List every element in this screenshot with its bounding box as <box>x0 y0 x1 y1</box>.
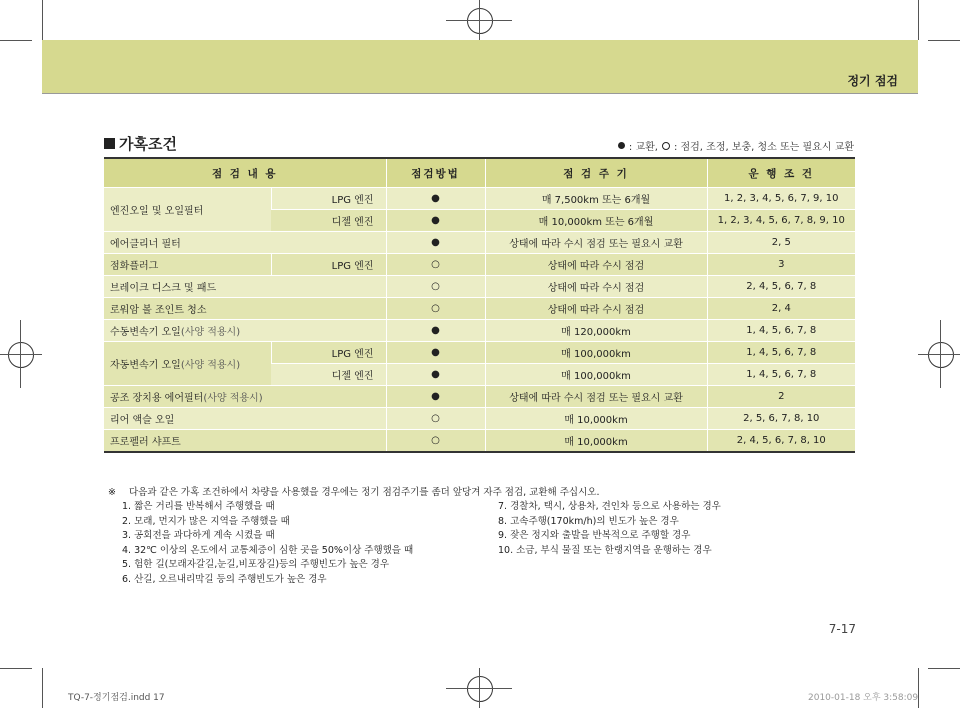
crop-mark <box>928 40 960 41</box>
conditions-cell: 1, 4, 5, 6, 7, 8 <box>707 364 855 386</box>
method-cell: ● <box>386 342 485 364</box>
item-cell: 수동변속기 오일(사양 적용시) <box>104 320 386 342</box>
list-item: 6. 산길, 오르내리막길 등의 주행빈도가 높은 경우 <box>122 573 327 585</box>
period-cell: 상태에 따라 수시 점검 <box>485 254 707 276</box>
registration-mark-left <box>8 342 34 368</box>
registration-mark-top <box>446 20 512 21</box>
method-cell: ○ <box>386 254 485 276</box>
method-cell: ○ <box>386 298 485 320</box>
sub-item-cell: LPG 엔진 <box>271 342 386 364</box>
registration-mark-bottom <box>467 676 493 702</box>
method-cell: ● <box>386 386 485 408</box>
period-cell: 매 100,000km <box>485 364 707 386</box>
header-rule <box>42 93 918 94</box>
conditions-list-left <box>122 500 413 587</box>
crop-mark <box>928 668 960 669</box>
sub-item-cell: 디젤 엔진 <box>271 210 386 232</box>
table-row <box>104 408 855 430</box>
conditions-cell: 1, 4, 5, 6, 7, 8 <box>707 342 855 364</box>
conditions-cell: 2 <box>707 386 855 408</box>
severe-conditions-note <box>108 484 599 498</box>
item-cell: 점화플러그 <box>104 254 271 276</box>
item-cell: 로워암 볼 조인트 청소 <box>104 298 386 320</box>
crop-mark <box>42 0 43 40</box>
legend-inspect-text: : 점검, 조정, 보충, 청소 또는 필요시 교환 <box>673 142 854 153</box>
list-item: 9. 잦은 정지와 출발을 반복적으로 주행할 경우 <box>498 530 691 541</box>
item-cell: 브레이크 디스크 및 패드 <box>104 276 386 298</box>
item-cell: 엔진오일 및 오일필터 <box>104 188 271 232</box>
conditions-cell: 1, 4, 5, 6, 7, 8 <box>707 320 855 342</box>
conditions-cell: 2, 5 <box>707 232 855 254</box>
period-cell: 매 10,000km <box>485 430 707 453</box>
header-inspection-item: 점 검 내 용 <box>104 158 386 188</box>
period-cell: 매 10,000km <box>485 408 707 430</box>
maintenance-schedule-table <box>104 157 855 453</box>
registration-mark-left <box>0 354 42 355</box>
filled-circle-icon <box>618 142 625 149</box>
footer-timestamp: 2010-01-18 오후 3:58:09 <box>808 693 919 703</box>
period-cell: 상태에 따라 수시 점검 <box>485 276 707 298</box>
method-cell: ○ <box>386 408 485 430</box>
square-bullet-icon <box>104 138 115 149</box>
section-title-text: 가혹조건 <box>119 135 177 153</box>
table-header-row <box>104 158 855 188</box>
item-cell: 공조 장치용 에어필터(사양 적용시) <box>104 386 386 408</box>
period-cell: 상태에 따라 수시 점검 또는 필요시 교환 <box>485 386 707 408</box>
sub-item-cell: LPG 엔진 <box>271 254 386 276</box>
table-row <box>104 298 855 320</box>
conditions-cell: 2, 4 <box>707 298 855 320</box>
registration-mark-right <box>928 342 954 368</box>
conditions-cell: 2, 4, 5, 6, 7, 8 <box>707 276 855 298</box>
crop-mark <box>918 0 919 40</box>
list-item: 5. 험한 길(모래자갈길,눈길,비포장길)등의 주행빈도가 높은 경우 <box>122 559 390 570</box>
method-cell: ○ <box>386 276 485 298</box>
registration-mark-bottom <box>446 688 512 689</box>
table-row <box>104 254 855 276</box>
item-cell: 자동변속기 오일(사양 적용시) <box>104 342 271 386</box>
sub-item-cell: 디젤 엔진 <box>271 364 386 386</box>
list-item: 2. 모래, 먼지가 많은 지역을 주행했을 때 <box>122 515 290 527</box>
table-row <box>104 276 855 298</box>
reference-mark-icon: ※ <box>108 487 116 498</box>
table-row <box>104 320 855 342</box>
period-cell: 매 100,000km <box>485 342 707 364</box>
page-number: 7-17 <box>828 622 856 636</box>
section-header-title: 정기 점검 <box>847 74 898 88</box>
method-cell: ● <box>386 210 485 232</box>
period-cell: 상태에 따라 수시 점검 <box>485 298 707 320</box>
method-cell: ● <box>386 364 485 386</box>
header-method: 점검방법 <box>386 158 485 188</box>
conditions-cell: 3 <box>707 254 855 276</box>
method-cell: ● <box>386 188 485 210</box>
conditions-cell: 2, 5, 6, 7, 8, 10 <box>707 408 855 430</box>
footer-filename: TQ-7-정기점검.indd 17 <box>68 693 165 703</box>
conditions-list-right <box>498 500 721 558</box>
period-cell: 매 7,500km 또는 6개월 <box>485 188 707 210</box>
list-item: 7. 경찰차, 택시, 상용차, 견인차 등으로 사용하는 경우 <box>498 501 721 512</box>
method-cell: ● <box>386 232 485 254</box>
item-cell: 리어 액슬 오일 <box>104 408 386 430</box>
table-row <box>104 188 855 210</box>
crop-mark <box>42 668 43 708</box>
period-cell: 상태에 따라 수시 점검 또는 필요시 교환 <box>485 232 707 254</box>
item-cell: 프로펠러 샤프트 <box>104 430 386 453</box>
conditions-cell: 1, 2, 3, 4, 5, 6, 7, 9, 10 <box>707 188 855 210</box>
legend-replace-text: : 교환, <box>628 142 658 153</box>
crop-mark <box>0 668 32 669</box>
period-cell: 매 10,000km 또는 6개월 <box>485 210 707 232</box>
list-item: 10. 소금, 부식 물질 또는 한랭지역을 운행하는 경우 <box>498 544 712 556</box>
method-cell: ● <box>386 320 485 342</box>
crop-mark <box>918 668 919 708</box>
note-text: 다음과 같은 가혹 조건하에서 차량을 사용했을 경우에는 정기 점검주기를 좀더 앞당겨 자주 점검, 교환해 주십시오. <box>129 487 600 498</box>
registration-mark-right <box>918 354 960 355</box>
list-item: 1. 짧은 거리를 반복해서 주행했을 때 <box>122 501 275 512</box>
method-cell: ○ <box>386 430 485 453</box>
registration-mark-top <box>467 8 493 34</box>
crop-mark <box>0 40 32 41</box>
sub-item-cell: LPG 엔진 <box>271 188 386 210</box>
header-conditions: 운 행 조 건 <box>707 158 855 188</box>
list-item: 8. 고속주행(170km/h)의 빈도가 높은 경우 <box>498 515 679 527</box>
legend <box>618 138 854 153</box>
item-cell: 에어클리너 필터 <box>104 232 386 254</box>
list-item: 3. 공회전을 과다하게 계속 시켰을 때 <box>122 530 275 541</box>
header-band <box>42 40 918 93</box>
header-period: 점 검 주 기 <box>485 158 707 188</box>
open-circle-icon <box>662 142 670 150</box>
table-row <box>104 232 855 254</box>
section-title <box>104 133 177 154</box>
conditions-cell: 1, 2, 3, 4, 5, 6, 7, 8, 9, 10 <box>707 210 855 232</box>
conditions-cell: 2, 4, 5, 6, 7, 8, 10 <box>707 430 855 453</box>
table-row <box>104 386 855 408</box>
table-row <box>104 430 855 453</box>
list-item: 4. 32℃ 이상의 온도에서 교통체증이 심한 곳을 50%이상 주행했을 때 <box>122 544 414 556</box>
period-cell: 매 120,000km <box>485 320 707 342</box>
table-row <box>104 342 855 364</box>
